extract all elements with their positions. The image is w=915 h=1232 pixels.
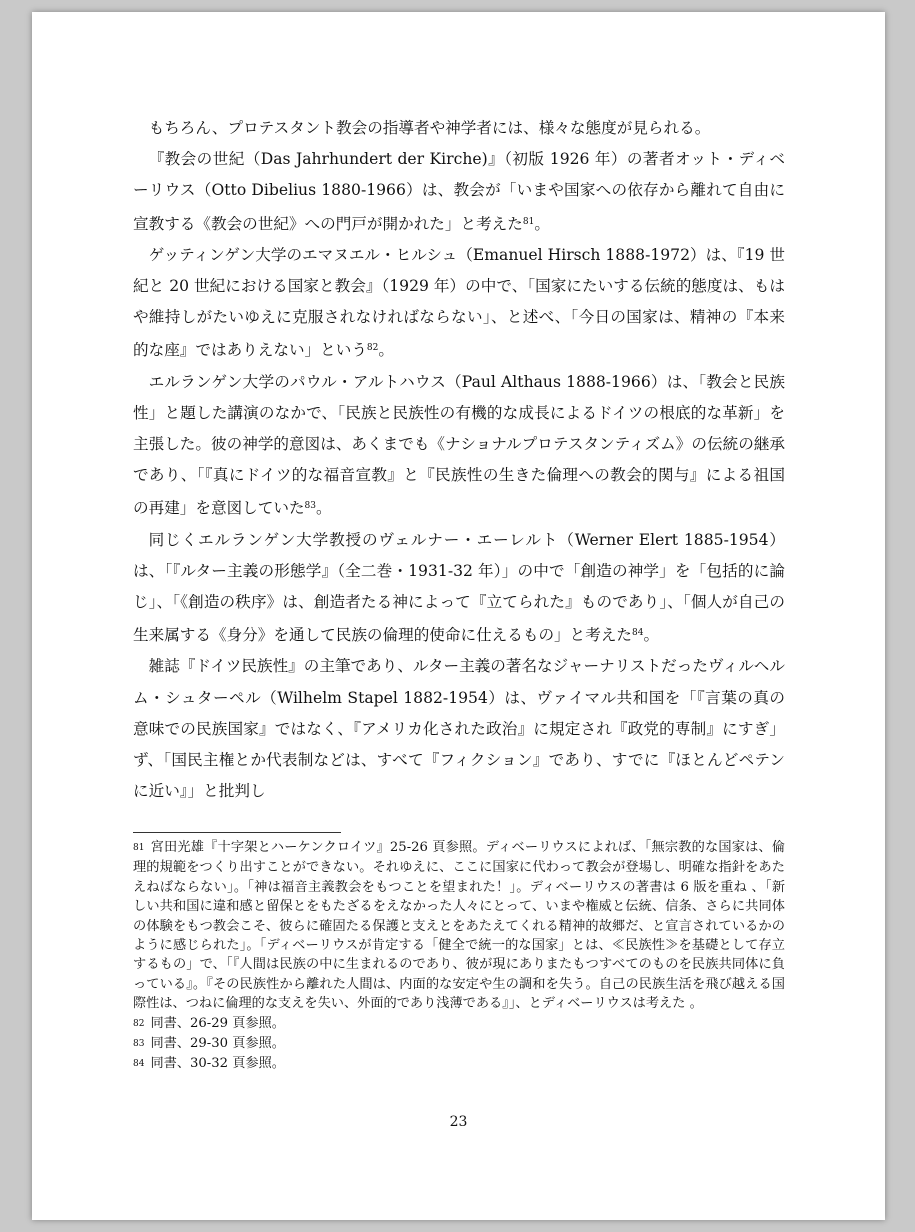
footnote-ref[interactable]: 83 xyxy=(304,501,316,512)
footnote-text: 同書、30-32 頁参照。 xyxy=(150,1056,285,1072)
footnote-ref[interactable]: 82 xyxy=(366,343,379,354)
page-number: 23 xyxy=(449,1114,468,1130)
paragraph: 同じくエルランゲン大学教授のヴェルナー・エーレルト（Werner Elert 1885-1954）は、「『ルター主義の形態学』（全二巻・1931-32 年）」の中で「創造の神学」を「包括的に論じ」、「《創造の秩序》は、創造者たる神によって『立てられた』ものであり」、「個人が自己の生来属する《身分》を通して民族の倫理的使命に仕えるもの」と考えた$^{84}$。 xyxy=(133,530,785,645)
footnote-number: 84 xyxy=(133,1059,145,1070)
paragraph: 雑誌『ドイツ民族性』の主筆であり、ルター主義の著名なジャーナリストだったヴィルヘルム・シュターペル（Wilhelm Stapel 1882-1954）は、ヴァイマル共和国を「『言葉の真の意味での民族国家』ではなく、『アメリカ化された政治』に規定され『政党的専制』にすぎ」ず、「国民主権とか代表制などは、すべて『フィクション』であり、すでに『ほとんどペテンに近い』」と批判し xyxy=(133,657,785,801)
body-text xyxy=(133,113,785,807)
paragraph: もちろん、プロテスタント教会の指導者や神学者には、様々な態度が見られる。 xyxy=(148,119,711,137)
footnote xyxy=(133,838,785,1014)
footnote-text: 宮田光雄『十字架とハーケンクロイツ』25-26 頁参照。ディベーリウスによれば、「無宗教的な国家は、倫理的規範をつくり出すことができない。それゆえに、ここに国家に代わって教会が登場し、明確な指針をあたえねばならない」。「神は福音主義教会をもつことを望まれた！」。ディベーリウスの著書は 6 版を重ね 、「新しい共和国に違和感と留保とをもたざるをえなかった人々にとって、いまや権威と伝統、信条、さらに共同体の体験をもつ教会こそ、彼らに確固たる保護と支えとをあたえてくれる精神的故郷だ、と宣言されているかのように感じられた」。「ディベーリウスが肯定する「健全で統一的な国家」とは、≪民族性≫を基礎として存立するもの」で、「『人間は民族の中に生まれるのであり、彼が現にありまたもつすべてのものを民族共同体に負っている』。『その民族性から離れた人間は、内面的な安定や生の調和を失う。自己の民族生活を飛び越える国際性は、つねに倫理的な支えを失い、外面的であり浅薄である』」、とディベーリウスは考えた 。 xyxy=(133,840,786,1012)
document-page xyxy=(32,12,885,1220)
paragraph: ゲッティンゲン大学のエマヌエル・ヒルシュ（Emanuel Hirsch 1888-1972）は、『19 世紀と 20 世紀における国家と教会』（1929 年）の中で、「国家にたいする伝統的態度は、もはや維持しがたいゆえに克服されなければならない」、と述べ、「今日の国家は、精神の『本来的な座』ではありえない」という$^{82}$。 xyxy=(133,245,785,360)
footnote-number: 83 xyxy=(133,1039,145,1050)
footnote-number: 81 xyxy=(133,843,145,853)
footnote-text: 同書、29-30 頁参照。 xyxy=(150,1036,285,1052)
paragraph: 『教会の世紀（Das Jahrhundert der Kirche)』（初版 1926 年）の著者オット・ディベーリウス（Otto Dibelius 1880-1966）は、教会が「いまや国家への依存から離れて自由に宣教する《教会の世紀》への門戸が開かれた」と考えた$^{81}$。 xyxy=(133,150,785,233)
footnote xyxy=(133,1014,785,1034)
footnote-text: 同書、26-29 頁参照。 xyxy=(150,1015,285,1031)
footnote-ref[interactable]: 81 xyxy=(522,216,535,227)
footnotes xyxy=(133,838,785,1075)
footnote-divider xyxy=(133,832,341,833)
footnote-number: 82 xyxy=(133,1018,145,1029)
footnote-ref[interactable]: 84 xyxy=(632,628,644,639)
paragraph: エルランゲン大学のパウル・アルトハウス（Paul Althaus 1888-1966）は、「教会と民族性」と題した講演のなかで、「民族と民族性の有機的な成長によるドイツの根底的な革新」を主張した。彼の神学的意図は、あくまでも《ナショナルプロテスタンティズム》の伝統の継承であり、「『真にドイツ的な福音宣教』と『民族性の生きた倫理への教会的関与』による祖国の再建」を意図していた$^{83}$。 xyxy=(133,372,785,518)
footnote xyxy=(133,1034,785,1054)
footnote xyxy=(133,1054,785,1074)
